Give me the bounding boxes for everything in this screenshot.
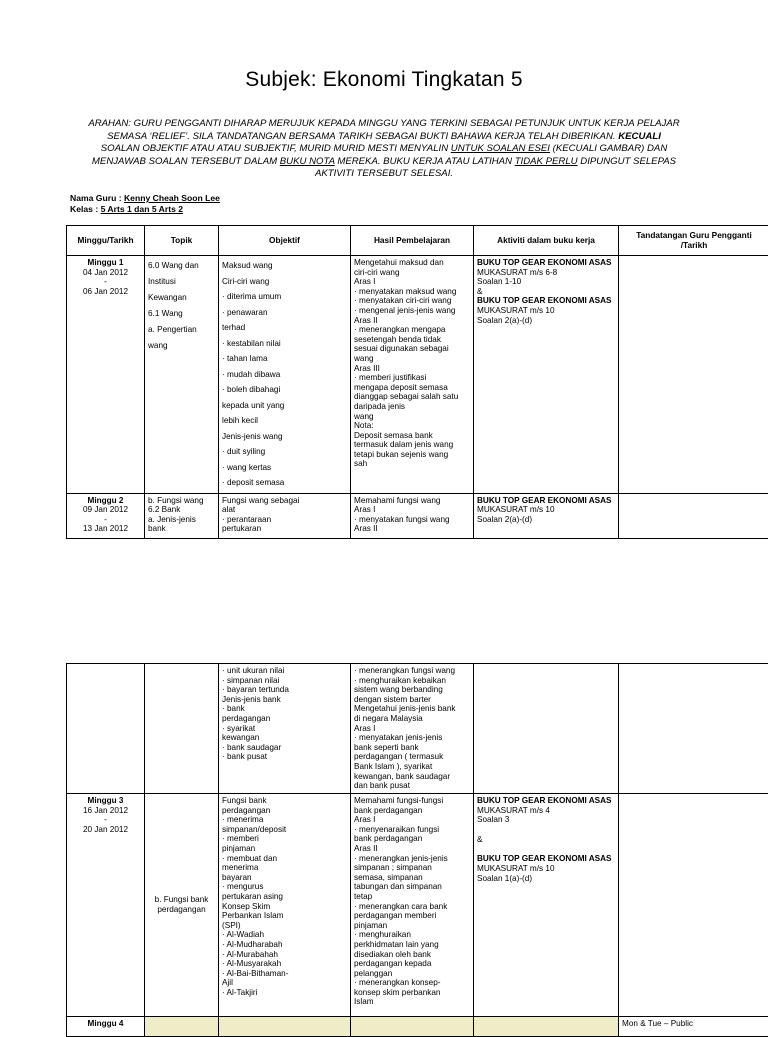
cell-line: bank perdagangan — [354, 806, 470, 816]
objective-cell — [219, 1017, 351, 1037]
cell-line: Memahami fungsi wang — [354, 496, 470, 506]
teacher-name: Nama Guru : Kenny Cheah Soon Lee — [70, 193, 220, 204]
objective-cell — [219, 794, 351, 1017]
cell-line: wang — [354, 354, 470, 364]
cell-line: · mengurus — [222, 882, 347, 892]
cell-line: · wang kertas — [222, 460, 347, 476]
outcome-cell — [351, 256, 474, 494]
cell-line: · menerangkan konsep- — [354, 978, 470, 988]
cell-line: Perbankan Islam — [222, 911, 347, 921]
cell-line: b. Fungsi bank — [148, 895, 215, 905]
cell-line: · duit syiling — [222, 444, 347, 460]
cell-line: · menghuraikan kebaikan — [354, 676, 470, 686]
header-topic: Topik — [145, 226, 219, 256]
cell-line: Deposit semasa bank — [354, 431, 470, 441]
objective-cell — [219, 256, 351, 494]
cell-line: perdagangan memberi — [354, 911, 470, 921]
header-signature: Tandatangan Guru Pengganti /Tarikh — [619, 226, 768, 256]
cell-line: bank perdagangan — [354, 834, 470, 844]
topic-cell — [145, 493, 219, 538]
cell-line: Islam — [354, 997, 470, 1007]
cell-line: Institusi — [148, 274, 215, 290]
cell-line: Jenis-jenis bank — [222, 695, 347, 705]
cell-line: · menerangkan mengapa — [354, 325, 470, 335]
cell-line: perdagangan — [222, 806, 347, 816]
cell-line: · menerangkan cara bank — [354, 902, 470, 912]
cell-line: · membuat dan — [222, 854, 347, 864]
week-cell: Minggu 1 04 Jan 2012 - 06 Jan 2012 — [67, 256, 145, 494]
page-title: Subjek: Ekonomi Tingkatan 5 — [0, 68, 768, 92]
cell-line: Aras I — [354, 277, 470, 287]
cell-line: perdagangan kepada — [354, 959, 470, 969]
cell-line: · simpanan nilai — [222, 676, 347, 686]
cell-line: pinjaman — [222, 844, 347, 854]
cell-line: · menerima — [222, 815, 347, 825]
schedule-table-page2 — [66, 663, 768, 1037]
activity-cell: BUKU TOP GEAR EKONOMI ASAS MUKASURAT m/s 6-8 Soalan 1-10 & BUKU TOP GEAR EKONOMI ASAS MUKASURAT m/s 10 Soalan 2(a)-(d) — [474, 256, 619, 494]
cell-line: · menghuraikan — [354, 930, 470, 940]
cell-line: Aras III — [354, 364, 470, 374]
cell-line: · memberi — [222, 834, 347, 844]
cell-line: bank seperti bank — [354, 743, 470, 753]
cell-line: kewangan, bank saudagar — [354, 772, 470, 782]
cell-line: bayaran — [222, 873, 347, 883]
cell-line: pertukaran asing — [222, 892, 347, 902]
outcome-cell — [351, 493, 474, 538]
cell-line: · Al-Murabahah — [222, 950, 347, 960]
cell-line: simpanan/deposit — [222, 825, 347, 835]
cell-line: · penawaran — [222, 305, 347, 321]
cell-line: sesuai digunakan sebagai — [354, 344, 470, 354]
cell-line: · mengenal jenis-jenis wang — [354, 306, 470, 316]
cell-line: pertukaran — [222, 524, 347, 534]
cell-line: sesetengah benda tidak — [354, 335, 470, 345]
topic-cell — [145, 256, 219, 494]
table-row — [67, 493, 768, 538]
cell-line: Maksud wang — [222, 258, 347, 274]
cell-line: · Al-Takjiri — [222, 988, 347, 998]
cell-line: · unit ukuran nilai — [222, 666, 347, 676]
cell-line: · menerangkan jenis-jenis — [354, 854, 470, 864]
cell-line: 6.2 Bank — [148, 505, 215, 515]
activity-cell: BUKU TOP GEAR EKONOMI ASAS MUKASURAT m/s 4 Soalan 3 & BUKU TOP GEAR EKONOMI ASAS MUKASURAT m/s 10 Soalan 1(a)-(d) — [474, 794, 619, 1017]
cell-line: · bank saudagar — [222, 743, 347, 753]
cell-line: · Al-Wadiah — [222, 930, 347, 940]
cell-line: · syarikat — [222, 724, 347, 734]
cell-line: Bank Islam ), syarikat — [354, 762, 470, 772]
cell-line: · tahan lama — [222, 351, 347, 367]
cell-line: simpanan ; simpanan — [354, 863, 470, 873]
cell-line: menerima — [222, 863, 347, 873]
cell-line: · menyatakan jenis-jenis — [354, 733, 470, 743]
cell-line: · bayaran tertunda — [222, 685, 347, 695]
cell-line: Aras II — [354, 844, 470, 854]
cell-line: Aras I — [354, 724, 470, 734]
table-row — [67, 256, 768, 494]
cell-line: · kestabilan nilai — [222, 336, 347, 352]
cell-line: mengapa deposit semasa — [354, 383, 470, 393]
topic-cell — [145, 664, 219, 794]
activity-cell — [474, 1017, 619, 1037]
cell-line: terhad — [222, 320, 347, 336]
cell-line: tabungan dan simpanan — [354, 882, 470, 892]
header-row — [67, 226, 768, 256]
cell-line: dengan sistem barter — [354, 695, 470, 705]
week-cell: Minggu 3 16 Jan 2012 - 20 Jan 2012 — [67, 794, 145, 1017]
cell-line: konsep skim perbankan — [354, 988, 470, 998]
cell-line: perkhidmatan lain yang — [354, 940, 470, 950]
cell-line: · menyatakan fungsi wang — [354, 515, 470, 525]
cell-line: tetap — [354, 892, 470, 902]
cell-line: · Al-Mudharabah — [222, 940, 347, 950]
cell-line: · mudah dibawa — [222, 367, 347, 383]
cell-line: Aras II — [354, 524, 470, 534]
cell-line: a. Jenis-jenis — [148, 515, 215, 525]
activity-cell: BUKU TOP GEAR EKONOMI ASAS MUKASURAT m/s 10 Soalan 2(a)-(d) — [474, 493, 619, 538]
table-row — [67, 664, 768, 794]
cell-line: perdagangan — [222, 714, 347, 724]
outcome-cell — [351, 794, 474, 1017]
activity-cell — [474, 664, 619, 794]
instructions: ARAHAN: GURU PENGGANTI DIHARAP MERUJUK KEPADA MINGGU YANG TERKINI SEBAGAI PETUNJUK UNTUK KERJA PELAJAR SEMASA ‘RELIEF’. SILA TANDATANGAN BERSAMA TARIKH SEBAGAI BUKTI BAHAWA KERJA TELAH DIBERIKAN. KECUALI SOALAN OBJEKTIF ATAU ATAU SUBJEKTIF, MURID MURID MESTI MENYALIN UNTUK SOALAN ESEI (KECUALI GAMBAR) DAN MENJAWAB SOALAN TERSEBUT DALAM BUKU NOTA MEREKA. BUKU KERJA ATAU LATIHAN TIDAK PERLU DIPUNGUT SELEPAS AKTIVITI TERSEBUT SELESAI. — [88, 118, 680, 181]
table-row — [67, 794, 768, 1017]
cell-line: Aras II — [354, 316, 470, 326]
cell-line: · diterima umum — [222, 289, 347, 305]
cell-line: sistem wang berbanding — [354, 685, 470, 695]
teacher-info — [70, 193, 220, 215]
cell-line: (SPI) — [222, 921, 347, 931]
cell-line: · boleh dibahagi — [222, 382, 347, 398]
cell-line: · menyatakan maksud wang — [354, 287, 470, 297]
cell-line: Memahami fungsi-fungsi — [354, 796, 470, 806]
cell-line: · bank pusat — [222, 752, 347, 762]
cell-line: Fungsi wang sebagai — [222, 496, 347, 506]
cell-line: 6.1 Wang — [148, 306, 215, 322]
cell-line: · perantaraan — [222, 515, 347, 525]
cell-line: · menerangkan fungsi wang — [354, 666, 470, 676]
cell-line: Mengetahui jenis-jenis bank — [354, 704, 470, 714]
cell-line: dan bank pusat — [354, 781, 470, 791]
outcome-cell — [351, 664, 474, 794]
signature-cell[interactable] — [619, 664, 768, 794]
cell-line: wang — [354, 412, 470, 422]
week-cell: Minggu 2 09 Jan 2012 - 13 Jan 2012 — [67, 493, 145, 538]
cell-line: Mengetahui maksud dan — [354, 258, 470, 268]
cell-line: kewangan — [222, 733, 347, 743]
signature-cell[interactable] — [619, 794, 768, 1017]
cell-line: Jenis-jenis wang — [222, 429, 347, 445]
topic-cell — [145, 794, 219, 1017]
cell-line: Aras I — [354, 815, 470, 825]
cell-line: · deposit semasa — [222, 475, 347, 491]
cell-line: Ciri-ciri wang — [222, 274, 347, 290]
outcome-cell — [351, 1017, 474, 1037]
cell-line: sah — [354, 459, 470, 469]
cell-line: daripada jenis — [354, 402, 470, 412]
cell-line: Konsep Skim — [222, 902, 347, 912]
objective-cell — [219, 664, 351, 794]
cell-line: 6.0 Wang dan — [148, 258, 215, 274]
cell-line: tetapi bukan sejenis wang — [354, 450, 470, 460]
header-activity: Aktiviti dalam buku kerja — [474, 226, 619, 256]
header-week: Minggu/Tarikh — [67, 226, 145, 256]
cell-line: alat — [222, 505, 347, 515]
cell-line: di negara Malaysia — [354, 714, 470, 724]
week-cell — [67, 664, 145, 794]
cell-line: Fungsi bank — [222, 796, 347, 806]
cell-line: ciri-ciri wang — [354, 268, 470, 278]
schedule-table-page1 — [66, 225, 768, 539]
signature-cell[interactable] — [619, 493, 768, 538]
cell-line: Aras I — [354, 505, 470, 515]
cell-line: · menyenaraikan fungsi — [354, 825, 470, 835]
header-objective: Objektif — [219, 226, 351, 256]
header-outcome: Hasil Pembelajaran — [351, 226, 474, 256]
cell-line: lebih kecil — [222, 413, 347, 429]
signature-cell[interactable] — [619, 256, 768, 494]
cell-line: · Al-Bai-Bithaman- — [222, 969, 347, 979]
cell-line: termasuk dalam jenis wang — [354, 440, 470, 450]
cell-line: · Al-Musyarakah — [222, 959, 347, 969]
signature-cell[interactable]: Mon & Tue – Public — [619, 1017, 768, 1037]
cell-line: · menyatakan ciri-ciri wang — [354, 296, 470, 306]
cell-line: kepada unit yang — [222, 398, 347, 414]
cell-line: Ajil — [222, 978, 347, 988]
cell-line: disediakan oleh bank — [354, 950, 470, 960]
cell-line: dianggap sebagai salah satu — [354, 392, 470, 402]
cell-line: semasa, simpanan — [354, 873, 470, 883]
cell-line: Nota: — [354, 421, 470, 431]
cell-line: pelanggan — [354, 969, 470, 979]
topic-cell — [145, 1017, 219, 1037]
cell-line: Kewangan — [148, 290, 215, 306]
cell-line: b. Fungsi wang — [148, 496, 215, 506]
cell-line: perdagangan ( termasuk — [354, 752, 470, 762]
cell-line: perdagangan — [148, 905, 215, 915]
cell-line: wang — [148, 338, 215, 354]
week-cell: Minggu 4 — [67, 1017, 145, 1037]
class-name: Kelas : 5 Arts 1 dan 5 Arts 2 — [70, 204, 220, 215]
cell-line: pinjaman — [354, 921, 470, 931]
cell-line: bank — [148, 524, 215, 534]
cell-line: a. Pengertian — [148, 322, 215, 338]
cell-line: · memberi justifikasi — [354, 373, 470, 383]
table-row — [67, 1017, 768, 1037]
cell-line: · bank — [222, 704, 347, 714]
objective-cell — [219, 493, 351, 538]
